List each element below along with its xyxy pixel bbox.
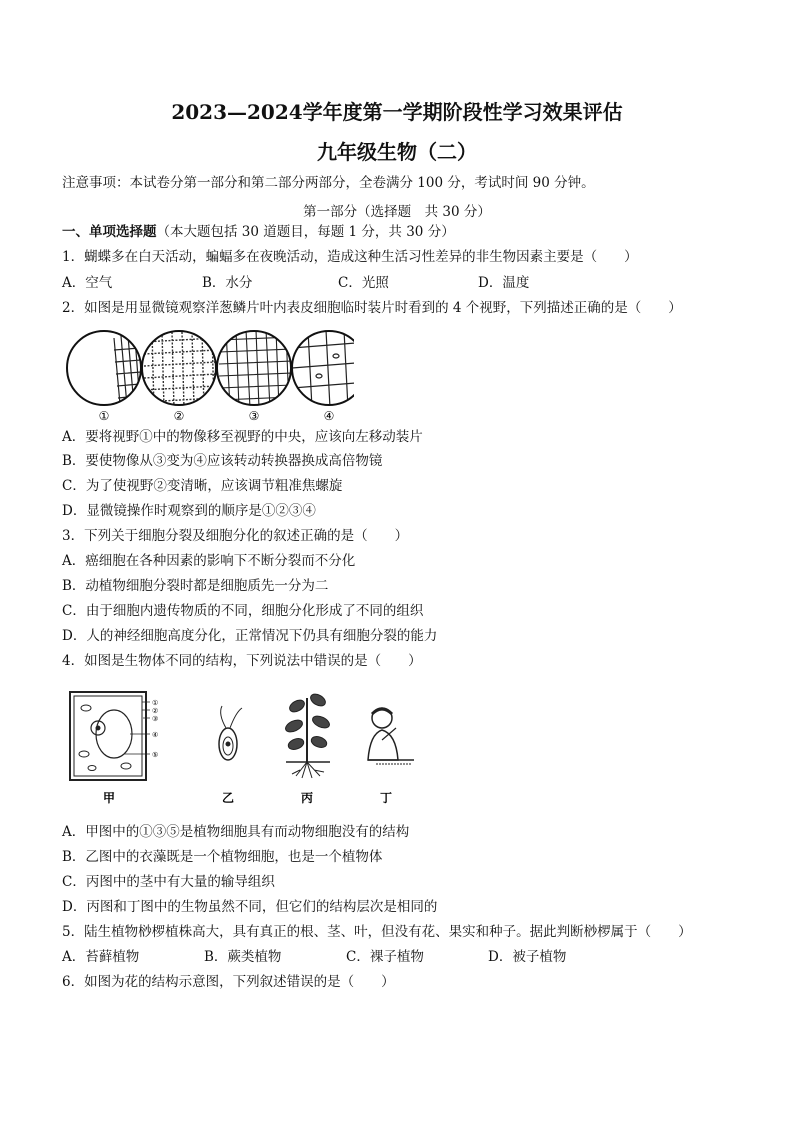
q4-option-a: A．甲图中的①③⑤是植物细胞具有而动物细胞没有的结构	[62, 824, 410, 840]
chlamydomonas-diagram	[219, 706, 242, 760]
plant-diagram	[284, 692, 332, 778]
view-label-4: ④	[323, 409, 335, 423]
q4-option-c: C．丙图中的茎中有大量的输导组织	[62, 874, 275, 890]
section1-desc: （本大题包括 30 道题目，每题 1 分，共 30 分）	[156, 224, 455, 240]
cell-mark-5: ⑤	[152, 751, 159, 759]
cell-mark-3: ③	[152, 715, 159, 723]
microscope-views-figure	[64, 328, 354, 426]
q1-option-a: A．空气	[62, 275, 113, 291]
q4-option-d: D．丙图和丁图中的生物虽然不同，但它们的结构层次是相同的	[62, 899, 438, 915]
q5-option-c: C．裸子植物	[346, 949, 424, 965]
view-label-2: ②	[173, 409, 185, 423]
notice: 注意事项：本试卷分第一部分和第二部分两部分，全卷满分 100 分，考试时间 90 分钟。	[62, 175, 595, 191]
q5-option-a: A．苔藓植物	[62, 949, 140, 965]
plant-cell-diagram	[70, 692, 150, 780]
q3-option-d: D．人的神经细胞高度分化，正常情况下仍具有细胞分裂的能力	[62, 628, 438, 644]
q1-option-c: C．光照	[338, 275, 389, 291]
q2-option-a: A．要将视野①中的物像移至视野的中央，应该向左移动装片	[62, 429, 423, 445]
view-label-1: ①	[98, 409, 110, 423]
q4-option-b: B．乙图中的衣藻既是一个植物细胞，也是一个植物体	[62, 849, 383, 865]
view-label-3: ③	[248, 409, 260, 423]
q3-option-c: C．由于细胞内遗传物质的不同，细胞分化形成了不同的组织	[62, 603, 424, 619]
q4-stem: 4．如图是生物体不同的结构，下列说法中错误的是（ ）	[62, 653, 422, 669]
q5-option-d: D．被子植物	[488, 949, 567, 965]
q3-option-a: A．癌细胞在各种因素的影响下不断分裂而不分化	[62, 553, 356, 569]
human-diagram	[368, 708, 414, 764]
fig-label-yi: 乙	[221, 791, 235, 805]
organism-structures-figure	[64, 684, 424, 810]
fig-label-jia: 甲	[102, 791, 116, 805]
q3-option-b: B．动植物细胞分裂时都是细胞质先一分为二	[62, 578, 329, 594]
q5-option-b: B．蕨类植物	[204, 949, 282, 965]
section1-heading	[62, 223, 455, 241]
q1-option-b: B．水分	[202, 275, 253, 291]
exam-subtitle: 九年级生物（二）	[317, 140, 477, 164]
q5-stem: 5．陆生植物桫椤植株高大，具有真正的根、茎、叶，但没有花、果实和种子。据此判断桫椤属于（ ）	[62, 924, 692, 940]
q2-stem: 2．如图是用显微镜观察洋葱鳞片叶内表皮细胞临时装片时看到的 4 个视野，下列描述正确的是（ ）	[62, 300, 682, 316]
section1-title: 一、单项选择题	[62, 224, 157, 240]
cell-mark-1: ①	[152, 699, 159, 707]
part1-heading: 第一部分（选择题 共 30 分）	[303, 204, 491, 220]
fig-label-ding: 丁	[379, 791, 393, 805]
fig-label-bing: 丙	[300, 791, 314, 805]
view-4	[292, 330, 354, 408]
q2-option-b: B．要使物像从③变为④应该转动转换器换成高倍物镜	[62, 453, 383, 469]
cell-mark-2: ②	[152, 707, 159, 715]
q2-option-d: D．显微镜操作时观察到的顺序是①②③④	[62, 503, 316, 519]
q1-option-d: D．温度	[478, 275, 530, 291]
q6-stem: 6．如图为花的结构示意图，下列叙述错误的是（ ）	[62, 974, 395, 990]
q1-stem: 1．蝴蝶多在白天活动，蝙蝠多在夜晚活动，造成这种生活习性差异的非生物因素主要是（ ）	[62, 249, 638, 265]
exam-title: 2023—2024学年度第一学期阶段性学习效果评估	[171, 100, 623, 124]
q2-option-c: C．为了使视野②变清晰，应该调节粗准焦螺旋	[62, 478, 343, 494]
q3-stem: 3．下列关于细胞分裂及细胞分化的叙述正确的是（ ）	[62, 528, 409, 544]
cell-mark-4: ④	[152, 731, 159, 739]
